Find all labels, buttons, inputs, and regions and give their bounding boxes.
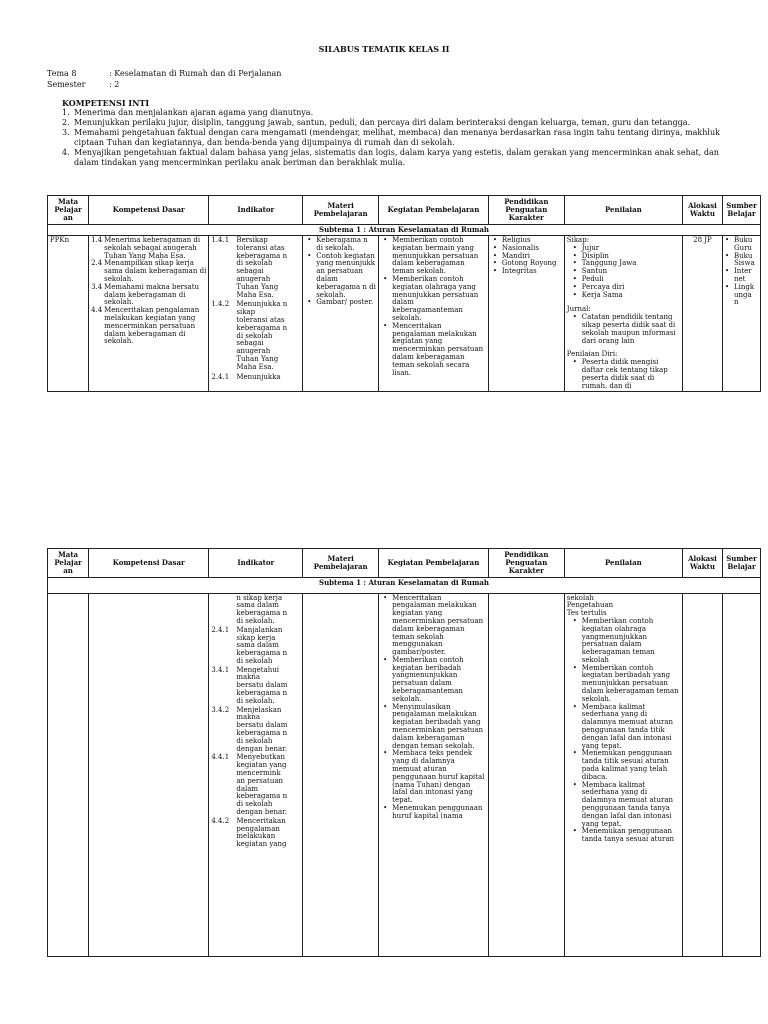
kegiatan-item: • Menemukan penggunaan huruf kapital (nama (392, 805, 486, 821)
indikator-item: 3.4.2 Menjelaskan makna bersatu dalam keberagama n di sekolah dengan benar. (211, 705, 288, 753)
header-materi: Materi Pembelajaran (303, 549, 379, 578)
penilaian-line: sekolah (566, 593, 594, 602)
subtema-row: Subtema 1 : Aturan Keselamatan di Rumah (48, 578, 761, 594)
sikap-heading: Sikap: (566, 236, 590, 244)
materi-item: • Contoh kegiatan yang menunjukk an persatuan dalam keberagama n di sekolah. (316, 253, 376, 300)
kd-item: 2.4 Menampilkan sikap kerja sama dalam keberagaman di sekolah. (91, 259, 207, 283)
ki-item: 1. Menerima dan menjalankan ajaran agama yang dianutnya. (62, 108, 314, 117)
header-indikator: Indikator (209, 196, 303, 225)
sumber-item: • Buku Guru (734, 237, 758, 253)
sikap-item: • Kerja Sama (582, 292, 680, 300)
indikator-item: 4.4.1 Menyebutkan kegiatan yang mencermink an persatuan dalam keberagama n di sekolah dengan benar. (211, 753, 288, 817)
materi-cell (303, 593, 379, 956)
kegiatan-item: • Menceritakan pengalaman melakukan kegiatan yang mencerminkan persatuan dalam keberagaman teman sekolah menggunakan gambar/poster. (392, 595, 486, 657)
kd-item: 3.4 Memahami makna bersatu dalam keberagaman di sekolah. (91, 282, 200, 307)
semester-value: : 2 (109, 80, 120, 89)
ki-title: KOMPETENSI INTI (62, 98, 150, 108)
kegiatan-cell (379, 593, 489, 956)
header-penilaian: Penilaian (564, 196, 682, 225)
kegiatan-item: • Menyimulasikan pengalaman melakukan kegiatan beribadah yang mencerminkan persatuan dalam keberagaman dengan teman sekolah. (392, 704, 486, 751)
penilaian-item: • Memberikan contoh kegiatan olahraga yangmenunjukkan persatuan dalam keberagaman teman sekolah (582, 618, 680, 665)
ppk-item: • Nasionalis (502, 245, 562, 253)
materi-item: • Gambar/ poster. (316, 299, 376, 307)
indikator-item: 2.4.1 Manjalankan sikap kerja sama dalam keberagama n di sekolah (211, 625, 288, 665)
penilaian-line: Pengetahuan (566, 601, 614, 610)
penilaian-item: • Membaca kalimat sederhana yang di dalamnya memuat aturan penggunaan tanda titik dengan lafal dan intonasi yang tepat. (582, 704, 680, 751)
indikator-item: 3.4.1 Mengetahui makna bersatu dalam keberagama n di sekolah. (211, 665, 288, 705)
ppk-cell (488, 236, 564, 392)
tema-value: : Keselamatan di Rumah dan di Perjalanan (109, 69, 282, 78)
indikator-item: 2.4.1 Menunjukka (211, 372, 281, 381)
penilaian-line: Tes tertulis (566, 609, 607, 618)
indikator-item: n sikap kerja sama dalam keberagama n di sekolah. (236, 593, 288, 625)
penilaian-diri-item: • Peserta didik mengisi daftar cek tentang tikap peserta didik saat di rumah, dan di (582, 359, 680, 390)
materi-item: • Keberagama n di sekolah. (316, 237, 376, 253)
ppk-item: • Gotong Royong (502, 260, 562, 268)
tema-label: Tema 8 (47, 69, 77, 78)
kegiatan-item: • Memberikan contoh kegiatan olahraga yang menunjukkan persatuan dalam keberagamanteman sekolah. (392, 276, 486, 323)
ppk-item: • Integritas (502, 268, 562, 276)
header-kegiatan: Kegiatan Pembelajaran (379, 549, 489, 578)
penilaian-item: • Membaca kalimat sederhana yang di dalamnya memuat aturan penggunaan tanda tanya dengan lafal dan intonasi yang tepat. (582, 782, 680, 829)
ppk-item: • Religius (502, 237, 562, 245)
ki-list (47, 108, 727, 168)
header-kd: Kompetensi Dasar (89, 196, 209, 225)
sumber-cell (722, 593, 760, 956)
kegiatan-item: • Membaca teks pendek yang di dalamnya memuat aturan penggunaan huruf kapital (nama Tuhan) dengan lafal dan intonasi yang tepat. (392, 750, 486, 805)
semester-line (47, 80, 119, 89)
header-indikator: Indikator (209, 549, 303, 578)
sumber-item: • Lingk unga n (734, 284, 758, 307)
penilaian-diri-heading: Penilaian Diri: (566, 350, 618, 359)
penilaian-item: • Memberikan contoh kegiatan beribadah yang menunjukkan persatuan dalam keberagaman teman sekolah. (582, 665, 680, 704)
alokasi-cell: 28 JP (682, 236, 722, 392)
kd-cell (89, 593, 209, 956)
subtema-row: Subtema 1 : Aturan Keselamatan di Rumah (48, 225, 761, 236)
kegiatan-item: • Menceritakan pengalaman melakukan kegiatan yang mencerminkan persatuan dalam keberagaman teman sekolah secara lisan. (392, 323, 486, 378)
indikator-item: 1.4.1 Bersikap toleransi atas keberagama n di sekolah sebagai anugerah Tuhan Yang Maha Esa. (211, 236, 288, 299)
ki-item: 3. Memahami pengetahuan faktual dengan cara mengamati (mendengar, melihat, membaca) dan menanya berdasarkan rasa ingin tahu tentang dirinya, makhluk ciptaan Tuhan dan kegiatannya, dan benda-benda yang dijumpainya di rumah dan di sekolah. (62, 128, 720, 147)
indikator-cell (209, 593, 303, 956)
indikator-item: 1.4.2 Menunjukka n sikap toleransi atas keberagama n di sekolah sebagai anugerah Tuhan Yang Maha Esa. (211, 300, 288, 371)
penilaian-cell (564, 593, 682, 956)
indikator-cell (209, 236, 303, 392)
header-materi: Materi Pembelajaran (303, 196, 379, 225)
header-kegiatan: Kegiatan Pembelajaran (379, 196, 489, 225)
mapel-cell: PPKn (48, 236, 89, 392)
header-mapel: Mata Pelajar an (48, 196, 89, 225)
kegiatan-item: • Memberikan contoh kegiatan beribadah yangmenunjukkan persatuan dalam keberagamanteman sekolah. (392, 657, 486, 704)
jurnal-heading: Jurnal: (566, 305, 591, 314)
penilaian-item: • Menemukan penggunaan tanda tanya sesuai aturan (582, 828, 680, 844)
sikap-item: • Disiplin (582, 253, 680, 261)
header-alokasi: Alokasi Waktu (682, 196, 722, 225)
alokasi-cell (682, 593, 722, 956)
penilaian-cell (564, 236, 682, 392)
header-sumber: Sumber Belajar (722, 196, 760, 225)
sikap-item: • Jujur (582, 245, 680, 253)
jurnal-item: • Catatan pendidik tentang sikap peserta didik saat di sekolah maupun informasi dari orang lain (582, 314, 680, 345)
materi-cell (303, 236, 379, 392)
indikator-item: 4.4.2 Menceritakan pengalaman melakukan kegiatan yang (211, 816, 287, 849)
header-penilaian: Penilaian (564, 549, 682, 578)
ki-item: 4. Menyajikan pengetahuan faktual dalam bahasa yang jelas, sistematis dan logis, dalam karya yang estetis, dalam gerakan yang mencerminkan anak sehat, dan dalam tindakan yang mencerminkan perilaku anak beriman dan berakhlak mulia. (62, 148, 719, 167)
header-sumber: Sumber Belajar (722, 549, 760, 578)
kd-item: 1.4 Menerima keberagaman di sekolah sebagai anugerah Tuhan Yang Maha Esa. (91, 236, 201, 260)
syllabus-table-2 (47, 548, 761, 958)
penilaian-item: • Menemukan penggunaan tanda titik sesuai aturan pada kalimat yang telah dibaca. (582, 750, 680, 781)
tema-line (47, 69, 281, 78)
mapel-cell (48, 593, 89, 956)
sumber-item: • Inter net (734, 268, 758, 284)
ki-item: 2. Menunjukkan perilaku jujur, disiplin, tanggung jawab, santun, peduli, dan percaya diri dalam berinteraksi dengan keluarga, teman, guru dan tetangga. (62, 118, 691, 127)
header-ppk: Pendidikan Penguatan Karakter (488, 549, 564, 578)
header-kd: Kompetensi Dasar (89, 549, 209, 578)
sikap-item: • Tanggung Jawa (582, 260, 680, 268)
header-alokasi: Alokasi Waktu (682, 549, 722, 578)
document-title: SILABUS TEMATIK KELAS II (318, 44, 450, 54)
semester-label: Semester (47, 80, 86, 89)
header-mapel: Mata Pelajar an (48, 549, 89, 578)
header-ppk: Pendidikan Penguatan Karakter (488, 196, 564, 225)
syllabus-table-1 (47, 195, 761, 448)
sikap-item: • Percaya diri (582, 284, 680, 292)
ppk-cell (488, 593, 564, 956)
ppk-item: • Mandiri (502, 253, 562, 261)
sumber-cell (722, 236, 760, 392)
kd-cell (89, 236, 209, 392)
sumber-item: • Buku Siswa (734, 253, 758, 269)
kegiatan-item: • Memberikan contoh kegiatan bermain yang menunjukkan persatuan dalam keberagaman teman sekolah. (392, 237, 486, 276)
kegiatan-cell (379, 236, 489, 392)
sikap-item: • Santun (582, 268, 680, 276)
kd-item: 4.4 Menceritakan pengalaman melakukan kegiatan yang mencerminkan persatuan dalam keberagaman di sekolah. (91, 306, 200, 346)
sikap-item: • Peduli (582, 276, 680, 284)
